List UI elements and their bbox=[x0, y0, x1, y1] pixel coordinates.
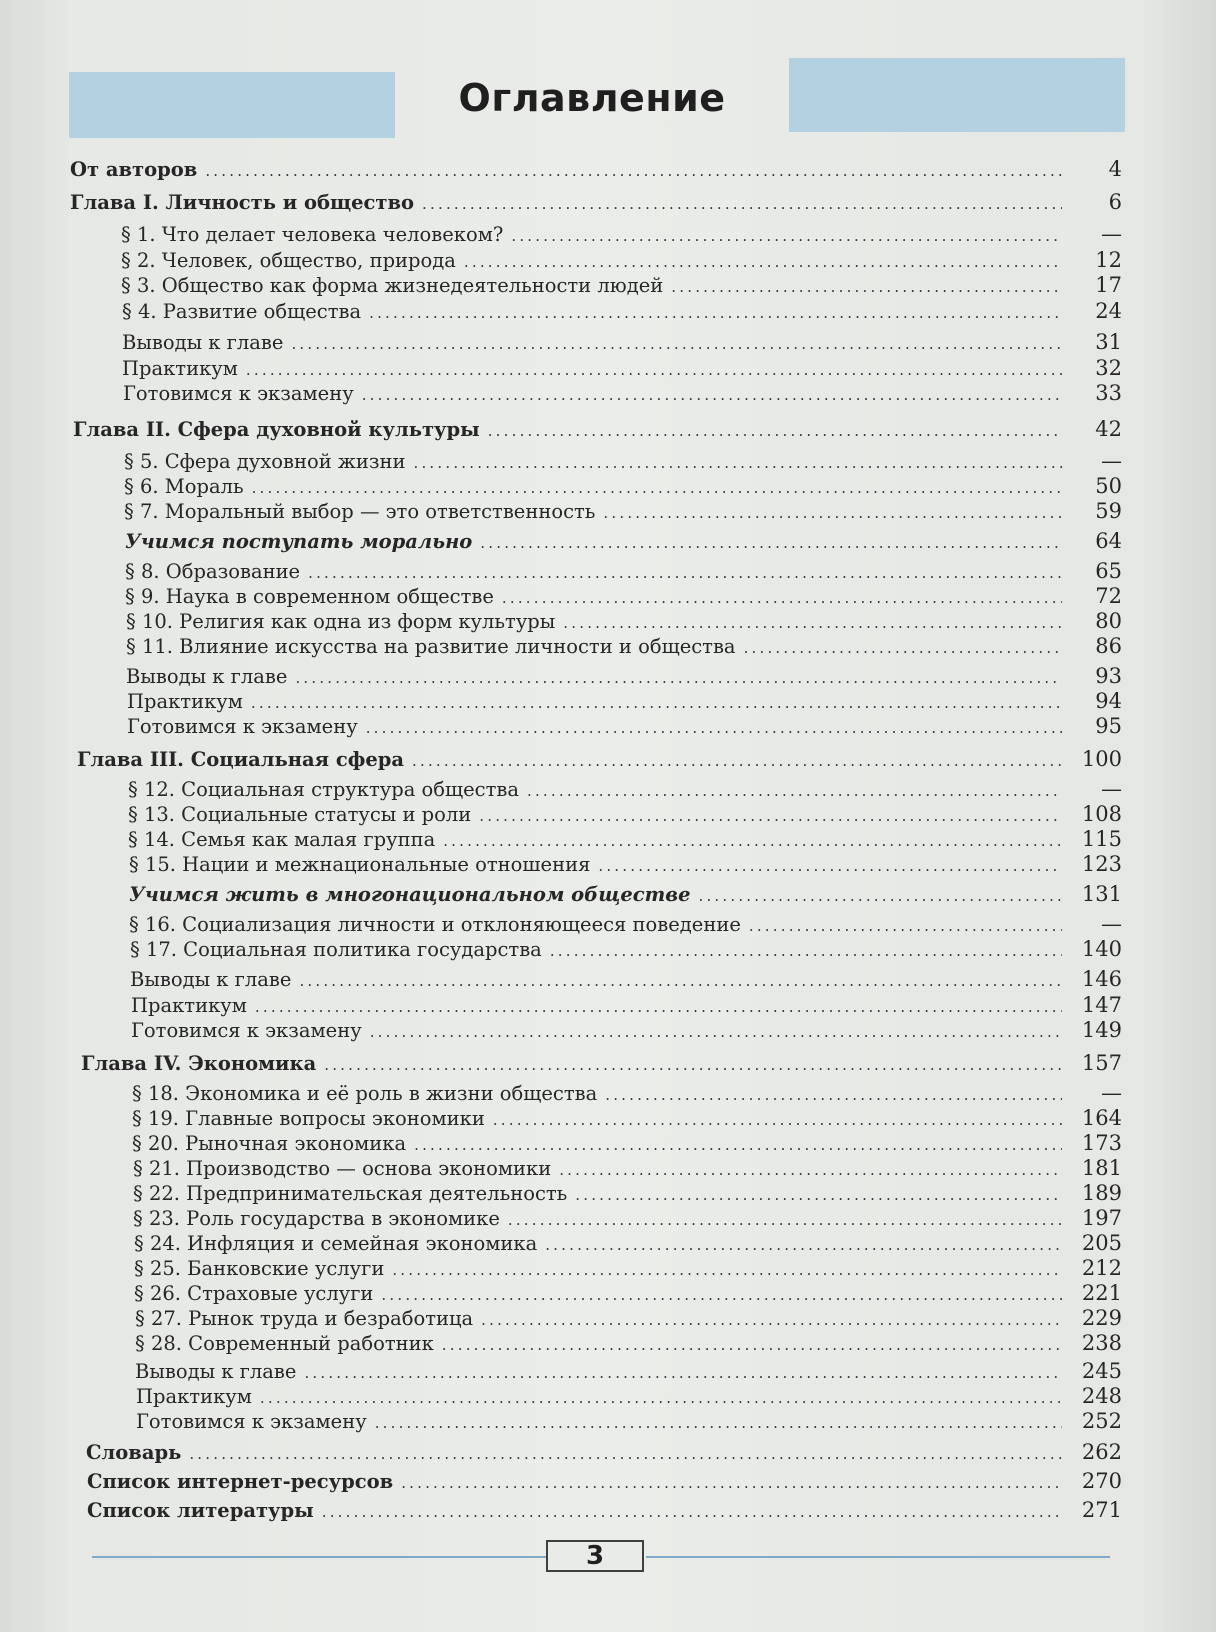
toc-entry-title: Учимся поступать морально bbox=[125, 530, 473, 553]
toc-entry-page: 86 bbox=[1095, 634, 1122, 658]
toc-entry-title: Глава I. Личность и общество bbox=[70, 191, 415, 214]
toc-entry-page: 6 bbox=[1108, 190, 1122, 214]
toc-entry-page: 173 bbox=[1081, 1131, 1122, 1155]
footer-rule-left bbox=[92, 1556, 546, 1558]
toc-top-row bbox=[87, 1469, 1122, 1495]
toc-entry-page: 271 bbox=[1081, 1498, 1122, 1522]
toc-section-row bbox=[133, 1181, 1122, 1207]
dot-leader bbox=[603, 501, 1062, 525]
toc-entry-page: 31 bbox=[1095, 330, 1122, 354]
dot-leader bbox=[545, 1233, 1062, 1257]
toc-entry-title: Выводы к главе bbox=[126, 665, 288, 688]
toc-chapter-row bbox=[81, 1051, 1122, 1077]
toc-entry-page: 94 bbox=[1095, 689, 1122, 713]
dot-leader bbox=[605, 1083, 1062, 1107]
toc-entry-page: — bbox=[1101, 912, 1122, 936]
toc-entry-page: 270 bbox=[1081, 1469, 1122, 1493]
dot-leader bbox=[563, 611, 1062, 635]
toc-entry-page: 189 bbox=[1081, 1181, 1122, 1205]
toc-top-row bbox=[87, 1498, 1122, 1524]
toc-entry-title: § 10. Религия как одна из форм культуры bbox=[126, 610, 556, 633]
dot-leader bbox=[189, 1442, 1062, 1466]
toc-section-row bbox=[127, 689, 1122, 715]
dot-leader bbox=[324, 1053, 1062, 1077]
toc-entry-title: § 18. Экономика и её роль в жизни общества bbox=[132, 1082, 598, 1105]
dot-leader bbox=[291, 332, 1062, 356]
dot-leader bbox=[322, 1500, 1062, 1524]
toc-entry-page: 93 bbox=[1095, 664, 1122, 688]
toc-entry-page: 157 bbox=[1081, 1051, 1122, 1075]
dot-leader bbox=[598, 854, 1062, 878]
toc-entry-page: 108 bbox=[1081, 802, 1122, 826]
dot-leader bbox=[479, 804, 1062, 828]
toc-entry-page: 17 bbox=[1095, 273, 1122, 297]
toc-section-row bbox=[122, 356, 1122, 382]
dot-leader bbox=[575, 1183, 1062, 1207]
toc-entry-page: 262 bbox=[1081, 1440, 1122, 1464]
toc-section-row bbox=[136, 1384, 1122, 1410]
toc-section-row bbox=[135, 1331, 1122, 1357]
toc-section-row bbox=[121, 248, 1122, 274]
toc-entry-title: § 22. Предпринимательская деятельность bbox=[133, 1182, 568, 1205]
toc-chapter-row bbox=[73, 417, 1122, 443]
toc-entry-page: — bbox=[1101, 449, 1122, 473]
toc-entry-title: § 1. Что делает человека человеком? bbox=[121, 223, 504, 246]
toc-entry-page: — bbox=[1101, 222, 1122, 246]
toc-entry-title: § 25. Банковские услуги bbox=[134, 1257, 385, 1280]
toc-entry-page: 72 bbox=[1095, 584, 1122, 608]
toc-entry-title: § 11. Влияние искусства на развитие личности и общества bbox=[126, 635, 736, 658]
toc-entry-page: 149 bbox=[1081, 1018, 1122, 1042]
toc-chapter-row bbox=[77, 747, 1122, 773]
toc-entry-page: 252 bbox=[1081, 1409, 1122, 1433]
toc-entry-title: § 21. Производство — основа экономики bbox=[133, 1157, 552, 1180]
toc-section-row bbox=[121, 273, 1122, 299]
toc-section-row bbox=[123, 381, 1122, 407]
toc-entry-title: Практикум bbox=[122, 357, 238, 380]
toc-entry-title: § 14. Семья как малая группа bbox=[128, 828, 436, 851]
toc-entry-title: § 9. Наука в современном обществе bbox=[125, 585, 494, 608]
toc-section-row bbox=[135, 1306, 1122, 1332]
dot-leader bbox=[251, 691, 1062, 715]
dot-leader bbox=[308, 561, 1062, 585]
toc-entry-page: 12 bbox=[1095, 248, 1122, 272]
toc-entry-title: Выводы к главе bbox=[135, 1360, 297, 1383]
toc-section-row bbox=[134, 1281, 1122, 1307]
toc-entry-title: Готовимся к экзамену bbox=[131, 1019, 362, 1042]
dot-leader bbox=[304, 1361, 1062, 1385]
dot-leader bbox=[299, 969, 1062, 993]
toc-entry-title: Глава IV. Экономика bbox=[81, 1052, 317, 1075]
toc-entry-title: § 3. Общество как форма жизнедеятельности людей bbox=[121, 274, 664, 297]
toc-entry-title: Глава III. Социальная сфера bbox=[77, 748, 405, 771]
toc-top-row bbox=[86, 1440, 1122, 1466]
toc-section-row bbox=[135, 1359, 1122, 1385]
toc-section-row bbox=[127, 714, 1122, 740]
toc-section-row bbox=[132, 1081, 1122, 1107]
toc-entry-title: § 20. Рыночная экономика bbox=[132, 1132, 407, 1155]
dot-leader bbox=[205, 159, 1062, 183]
toc-entry-title: Учимся жить в многонациональном обществе bbox=[129, 883, 691, 906]
toc-entry-title: Список интернет-ресурсов bbox=[87, 1470, 394, 1493]
toc-entry-title: Практикум bbox=[131, 994, 247, 1017]
toc-entry-page: 197 bbox=[1081, 1206, 1122, 1230]
toc-entry-page: 115 bbox=[1081, 827, 1122, 851]
toc-entry-title: § 13. Социальные статусы и роли bbox=[128, 803, 472, 826]
toc-entry-title: § 27. Рынок труда и безработица bbox=[135, 1307, 474, 1330]
toc-entry-title: § 5. Сфера духовной жизни bbox=[124, 450, 406, 473]
dot-leader bbox=[464, 250, 1062, 274]
dot-leader bbox=[412, 749, 1062, 773]
toc-entry-title: § 4. Развитие общества bbox=[122, 300, 362, 323]
toc-entry-page: 65 bbox=[1095, 559, 1122, 583]
toc-entry-page: 221 bbox=[1081, 1281, 1122, 1305]
dot-leader bbox=[481, 1308, 1062, 1332]
toc-entry-title: Список литературы bbox=[87, 1499, 314, 1522]
toc-section-row bbox=[136, 1409, 1122, 1435]
dot-leader bbox=[246, 358, 1062, 382]
dot-leader bbox=[370, 1020, 1062, 1044]
toc-entry-page: 181 bbox=[1081, 1156, 1122, 1180]
toc-entry-title: § 26. Страховые услуги bbox=[134, 1282, 374, 1305]
toc-entry-page: 146 bbox=[1081, 967, 1122, 991]
dot-leader bbox=[744, 636, 1062, 660]
toc-section-row bbox=[125, 529, 1122, 555]
toc-entry-page: 147 bbox=[1081, 993, 1122, 1017]
toc-entry-page: 248 bbox=[1081, 1384, 1122, 1408]
toc-section-row bbox=[128, 827, 1122, 853]
dot-leader bbox=[527, 779, 1062, 803]
toc-entry-page: 4 bbox=[1108, 157, 1122, 181]
toc-entry-page: 24 bbox=[1095, 299, 1122, 323]
toc-entry-page: 95 bbox=[1095, 714, 1122, 738]
dot-leader bbox=[442, 1333, 1062, 1357]
toc-entry-title: § 8. Образование bbox=[125, 560, 301, 583]
toc-entry-title: § 28. Современный работник bbox=[135, 1332, 434, 1355]
dot-leader bbox=[375, 1411, 1062, 1435]
dot-leader bbox=[401, 1471, 1062, 1495]
toc-entry-title: § 23. Роль государства в экономике bbox=[133, 1207, 500, 1230]
toc-entry-page: 245 bbox=[1081, 1359, 1122, 1383]
toc-section-row bbox=[130, 937, 1122, 963]
toc-entry-title: Готовимся к экзамену bbox=[127, 715, 358, 738]
toc-entry-title: § 12. Социальная структура общества bbox=[128, 778, 519, 801]
dot-leader bbox=[366, 716, 1062, 740]
toc-section-row bbox=[122, 299, 1122, 325]
toc-section-row bbox=[132, 1131, 1122, 1157]
dot-leader bbox=[414, 1133, 1062, 1157]
dot-leader bbox=[508, 1208, 1062, 1232]
toc-entry-page: 50 bbox=[1095, 474, 1122, 498]
toc-section-row bbox=[129, 852, 1122, 878]
toc-entry-title: Готовимся к экзамену bbox=[136, 1410, 367, 1433]
toc-section-row bbox=[129, 882, 1122, 908]
toc-entry-title: § 15. Нации и межнациональные отношения bbox=[129, 853, 591, 876]
toc-entry-page: 229 bbox=[1081, 1306, 1122, 1330]
dot-leader bbox=[443, 829, 1062, 853]
toc-entry-title: § 24. Инфляция и семейная экономика bbox=[134, 1232, 538, 1255]
toc-entry-page: 100 bbox=[1081, 747, 1122, 771]
toc-section-row bbox=[133, 1156, 1122, 1182]
toc-section-row bbox=[130, 967, 1122, 993]
dot-leader bbox=[362, 383, 1062, 407]
dot-leader bbox=[252, 476, 1062, 500]
dot-leader bbox=[488, 419, 1062, 443]
toc-section-row bbox=[126, 664, 1122, 690]
toc-section-row bbox=[134, 1256, 1122, 1282]
toc-entry-page: 32 bbox=[1095, 356, 1122, 380]
toc-entry-title: Выводы к главе bbox=[130, 968, 292, 991]
toc-entry-page: 140 bbox=[1081, 937, 1122, 961]
dot-leader bbox=[422, 192, 1062, 216]
toc-entry-title: § 19. Главные вопросы экономики bbox=[132, 1107, 485, 1130]
toc-section-row bbox=[128, 777, 1122, 803]
toc-entry-page: 131 bbox=[1081, 882, 1122, 906]
toc-entry-page: 80 bbox=[1095, 609, 1122, 633]
toc-entry-title: § 7. Моральный выбор — это ответственность bbox=[124, 500, 596, 523]
dot-leader bbox=[392, 1258, 1062, 1282]
dot-leader bbox=[511, 224, 1062, 248]
toc-entry-page: 59 bbox=[1095, 499, 1122, 523]
toc-entry-page: — bbox=[1101, 777, 1122, 801]
toc-section-row bbox=[124, 449, 1122, 475]
dot-leader bbox=[502, 586, 1062, 610]
toc-entry-title: Практикум bbox=[127, 690, 243, 713]
toc-section-row bbox=[126, 634, 1122, 660]
toc-entry-title: § 16. Социализация личности и отклоняющееся поведение bbox=[129, 913, 741, 936]
dot-leader bbox=[749, 914, 1062, 938]
toc-entry-title: Глава II. Сфера духовной культуры bbox=[73, 418, 480, 441]
toc-entry-title: Готовимся к экзамену bbox=[123, 382, 354, 405]
toc-entry-page: 238 bbox=[1081, 1331, 1122, 1355]
toc-section-row bbox=[133, 1206, 1122, 1232]
dot-leader bbox=[698, 884, 1062, 908]
toc-section-row bbox=[132, 1106, 1122, 1132]
toc-entry-page: 123 bbox=[1081, 852, 1122, 876]
toc-entry-page: 64 bbox=[1095, 529, 1122, 553]
page-title: Оглавление bbox=[458, 76, 726, 120]
toc-section-row bbox=[131, 1018, 1122, 1044]
toc-section-row bbox=[128, 802, 1122, 828]
toc-entry-page: — bbox=[1101, 1081, 1122, 1105]
toc-section-row bbox=[124, 474, 1122, 500]
dot-leader bbox=[493, 1108, 1062, 1132]
toc-section-row bbox=[131, 993, 1122, 1019]
toc-entry-title: § 2. Человек, общество, природа bbox=[121, 249, 456, 272]
page-number-box: 3 bbox=[546, 1540, 644, 1572]
toc-section-row bbox=[125, 559, 1122, 585]
dot-leader bbox=[550, 939, 1062, 963]
dot-leader bbox=[413, 451, 1062, 475]
dot-leader bbox=[381, 1283, 1062, 1307]
footer-rule-right bbox=[646, 1556, 1110, 1558]
toc-entry-title: § 6. Мораль bbox=[124, 475, 244, 498]
toc-entry-page: 33 bbox=[1095, 381, 1122, 405]
toc-entry-page: 42 bbox=[1095, 417, 1122, 441]
dot-leader bbox=[369, 301, 1062, 325]
dot-leader bbox=[671, 275, 1062, 299]
dot-leader bbox=[480, 531, 1062, 555]
toc-top-row bbox=[70, 157, 1122, 183]
dot-leader bbox=[255, 995, 1062, 1019]
toc-entry-title: Практикум bbox=[136, 1385, 252, 1408]
toc-section-row bbox=[124, 499, 1122, 525]
toc-section-row bbox=[125, 584, 1122, 610]
toc-entry-title: От авторов bbox=[70, 158, 198, 181]
toc-entry-page: 164 bbox=[1081, 1106, 1122, 1130]
dot-leader bbox=[295, 666, 1062, 690]
toc-entry-title: Словарь bbox=[86, 1441, 182, 1464]
toc-section-row bbox=[121, 222, 1122, 248]
toc-section-row bbox=[122, 330, 1122, 356]
toc-chapter-row bbox=[70, 190, 1122, 216]
toc-section-row bbox=[134, 1231, 1122, 1257]
toc-section-row bbox=[126, 609, 1122, 635]
toc-entry-title: § 17. Социальная политика государства bbox=[130, 938, 542, 961]
toc-section-row bbox=[129, 912, 1122, 938]
toc-entry-title: Выводы к главе bbox=[122, 331, 284, 354]
toc-entry-page: 205 bbox=[1081, 1231, 1122, 1255]
dot-leader bbox=[260, 1386, 1062, 1410]
toc-entry-page: 212 bbox=[1081, 1256, 1122, 1280]
dot-leader bbox=[559, 1158, 1062, 1182]
